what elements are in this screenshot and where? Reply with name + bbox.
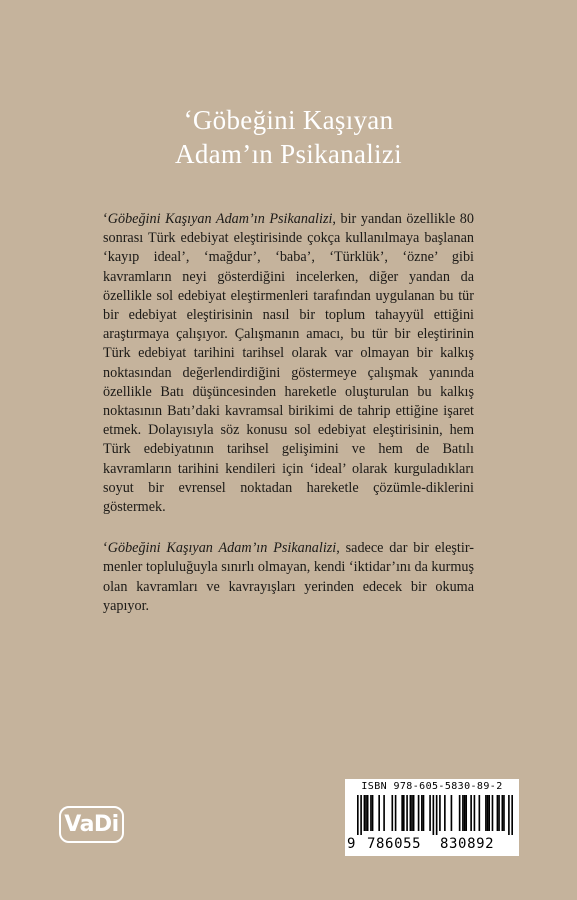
barcode-bar <box>508 795 510 835</box>
barcode-bar <box>485 795 487 831</box>
barcode-bar <box>367 795 369 831</box>
barcode-bar <box>474 795 476 831</box>
book-title <box>0 103 577 171</box>
book-title-line-1: ‘Göbeğini Kaşıyan <box>183 105 394 135</box>
barcode-bar <box>423 795 425 831</box>
barcode-bar <box>459 795 461 831</box>
barcode-bar <box>433 795 435 835</box>
barcode-bar <box>411 795 413 831</box>
barcode-bar <box>403 795 405 831</box>
barcode-bar <box>436 795 438 835</box>
quote-mark: ‘ <box>103 540 108 557</box>
barcode-bar <box>488 795 490 831</box>
barcode-bar <box>364 795 366 831</box>
barcode-digit-group-2: 830892 <box>440 836 495 852</box>
barcode-bar <box>365 795 367 831</box>
paragraph-text: , sadece dar bir eleştir-menler topluluğuyla sınırlı olmayan, kendi ‘iktidar’ını da kurmuş olan kavramları ve kavrayışları yerinden edecek bir okuma yapıyor. <box>103 540 474 614</box>
book-title-line-2: Adam’ın Psikanalizi <box>175 139 402 169</box>
barcode-bar <box>418 795 420 831</box>
barcode-bar <box>383 795 385 831</box>
paragraph-text: , bir yandan özellikle 80 sonrası Türk edebiyat eleştirisinde çokça kullanılmaya başlanan ‘kayıp ideal’, ‘mağdur’, ‘baba’, ‘Türklük’, ‘özne’ gibi kavramların neyi gösterdiğini incelerken, diğer yandan da özellikle sol edebiyat eleştirmenleri tarafından uygulanan bu tür bir edebiyat eleştirisinin nasıl bir toplum tahayyül ettiğini araştırmaya çalışıyor. Çalışmanın amacı, bu tür bir eleştirinin Türk edebiyat tarihini tarihsel olarak var olmayan bir kalkış noktasından değerlendirdiğini göstermeye çalışmak yanında özellikle Batı düşüncesinden hareketle oluşturulan bu kalkış noktasının Batı’daki kavramsal birikimi de tahrip ettiğine işaret etmek. Dolayısıyla söz konusu sol edebiyat eleştirisinin, hem Türk edebiyatının tarihsel gelişimini ve hem de Batılı kavramların tarihini kendileri için ‘ideal’ olarak kurguladıkları soyut bir evrensel noktadan hareketle çözümle-diklerini göstermek. <box>103 211 474 516</box>
barcode-bar <box>378 795 380 831</box>
isbn-label: ISBN 978-605-5830-89-2 <box>361 781 503 792</box>
barcode-bar <box>502 795 504 831</box>
blurb-paragraph-2 <box>103 539 474 616</box>
barcode-bar <box>470 795 472 831</box>
back-cover-blurb <box>103 210 474 638</box>
barcode-bar <box>370 795 372 831</box>
barcode-bar <box>511 795 513 835</box>
book-title-italic: Göbeğini Kaşıyan Adam’ın Psikanalizi <box>107 540 337 557</box>
barcode-bar <box>487 795 489 831</box>
quote-mark: ‘ <box>103 211 108 227</box>
publisher-logo: VaDi <box>59 806 124 843</box>
barcode-bar <box>464 795 466 831</box>
barcode-bar <box>372 795 374 831</box>
barcode-bar <box>360 795 362 835</box>
barcode-bar <box>498 795 500 831</box>
barcode-bar <box>479 795 481 831</box>
barcode-bar <box>465 795 467 831</box>
barcode-bar <box>410 795 412 831</box>
barcode-bar <box>503 795 505 831</box>
barcode-bars <box>357 795 513 835</box>
barcode-bar <box>406 795 408 831</box>
barcode-bar <box>401 795 403 831</box>
barcode-bar <box>357 795 359 835</box>
barcode-digit-group-1: 786055 <box>367 836 422 852</box>
blurb-paragraph-1 <box>103 210 474 517</box>
barcode-bar <box>451 795 453 831</box>
barcode-bar <box>391 795 393 831</box>
barcode-bar <box>421 795 423 831</box>
barcode-bar <box>413 795 415 831</box>
barcode-bar <box>429 795 431 831</box>
barcode-bar <box>492 795 494 831</box>
isbn-barcode <box>345 779 519 856</box>
barcode-bar <box>395 795 397 831</box>
barcode-first-digit: 9 <box>347 836 357 852</box>
barcode-bar <box>444 795 446 831</box>
barcode-bar <box>439 795 441 831</box>
barcode-bar <box>462 795 464 831</box>
book-title-italic: Göbeğini Kaşıyan Adam’ın Psikanalizi <box>107 211 333 227</box>
barcode-bar <box>497 795 499 831</box>
